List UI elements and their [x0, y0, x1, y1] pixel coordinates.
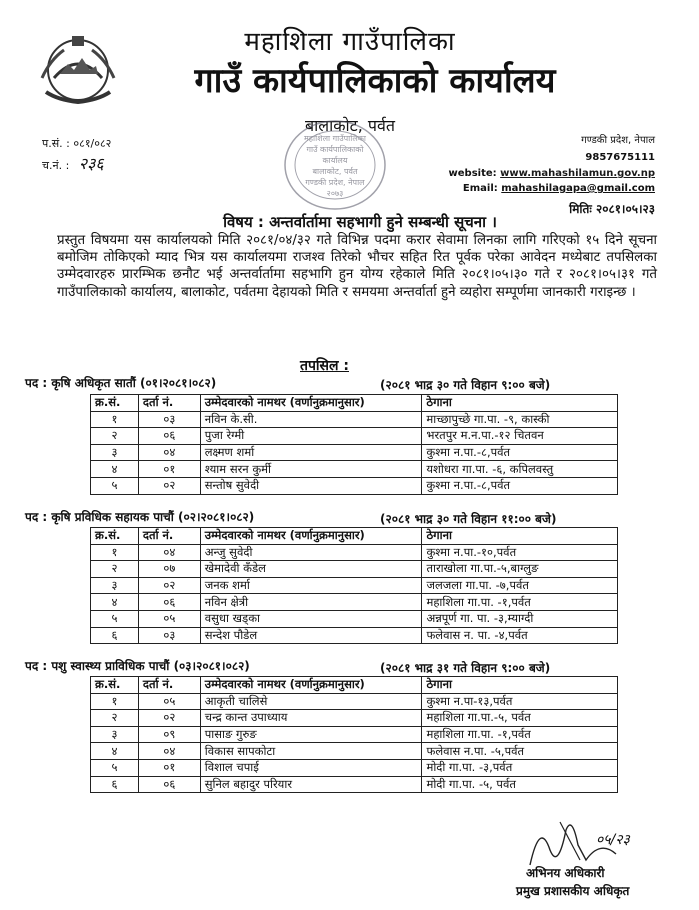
- province: गण्डकी प्रदेश, नेपाल: [581, 135, 655, 146]
- signatory-designation: प्रमुख प्रशासकीय अधिकृत: [516, 884, 630, 898]
- table-cell: ०५: [138, 610, 200, 627]
- table-row: [91, 759, 618, 776]
- table-cell: ४: [91, 594, 139, 611]
- table-cell: ०३: [138, 627, 200, 644]
- candidate-table-3: [90, 676, 618, 793]
- table-cell: महाशिला गा.पा. -१,पर्वत: [422, 726, 618, 743]
- table-cell: ०६: [138, 594, 200, 611]
- office-title: गाउँ कार्यपालिकाको कार्यालय: [194, 61, 556, 101]
- dispatch-number-handwritten: २३६: [78, 154, 104, 173]
- office-stamp: महाशिला गाउँपालिका गाउँ कार्यपालिकाको कार्यालय बालाकोट, पर्वत गण्डकी प्रदेश, नेपाल २०७३: [280, 115, 390, 215]
- column-header: क्र.सं.: [91, 395, 139, 412]
- table-cell: ६: [91, 776, 139, 793]
- table-header-row: [91, 395, 618, 412]
- table-header-row: [91, 528, 618, 545]
- table-row: [91, 776, 618, 793]
- table-cell: चन्द्र कान्त उपाध्याय: [200, 710, 422, 727]
- table-cell: मोदी गा.पा. -५, पर्वत: [422, 776, 618, 793]
- table-cell: १: [91, 411, 139, 428]
- table-cell: जलजला गा.पा. -७,पर्वत: [422, 577, 618, 594]
- reference-number: प.सं. : ०८१/०८२: [42, 137, 112, 150]
- table-cell: माच्छापुच्छे गा.पा. -९, कास्की: [422, 411, 618, 428]
- table-row: [91, 710, 618, 727]
- table-row: [91, 577, 618, 594]
- column-header: उम्मेदवारको नामथर (वर्णानुक्रमानुसार): [200, 395, 422, 412]
- table-cell: कुश्मा न.पा.-८,पर्वत: [422, 444, 618, 461]
- table-cell: महाशिला गा.पा. -१,पर्वत: [422, 594, 618, 611]
- candidate-table-1: [90, 394, 618, 495]
- table-cell: ०२: [138, 710, 200, 727]
- post-title-2: पद : कृषि प्रविधिक सहायक पाचौं (०२।२०८१।०८२): [25, 510, 255, 524]
- dispatch-number-label: च.नं. : २३६: [42, 154, 104, 173]
- municipality-name: महाशिला गाउँपालिका: [244, 27, 456, 57]
- table-row: [91, 627, 618, 644]
- table-cell: २: [91, 428, 139, 445]
- table-row: [91, 428, 618, 445]
- table-cell: ५: [91, 759, 139, 776]
- table-cell: ०४: [138, 743, 200, 760]
- table-cell: ५: [91, 477, 139, 494]
- column-header: क्र.सं.: [91, 677, 139, 694]
- table-row: [91, 411, 618, 428]
- table-row: [91, 544, 618, 561]
- table-cell: ०९: [138, 726, 200, 743]
- table-cell: खेमादेवी कँडेल: [200, 561, 422, 578]
- table-cell: ४: [91, 743, 139, 760]
- column-header: ठेगाना: [422, 677, 618, 694]
- interview-schedule-3: (२०८१ भाद्र ३१ गते विहान ९:०० बजे): [380, 661, 551, 675]
- table-cell: फलेवास न. पा. -४,पर्वत: [422, 627, 618, 644]
- table-cell: नविन क्षेत्री: [200, 594, 422, 611]
- table-row: [91, 743, 618, 760]
- post-title-1: पद : कृषि अधिकृत सातौं (०१।२०८१।०८२): [25, 376, 217, 390]
- table-cell: ०१: [138, 759, 200, 776]
- table-cell: लक्ष्मण शर्मा: [200, 444, 422, 461]
- table-cell: १: [91, 544, 139, 561]
- table-cell: ०४: [138, 444, 200, 461]
- email-link[interactable]: mahashilagapa@gmail.com: [501, 183, 655, 194]
- signature-block: [510, 830, 670, 902]
- table-cell: विकास सापकोटा: [200, 743, 422, 760]
- table-cell: ०२: [138, 477, 200, 494]
- table-cell: ०७: [138, 561, 200, 578]
- table-cell: ताराखोला गा.पा.-५,बाग्लुङ: [422, 561, 618, 578]
- tapasil-heading: तपसिल :: [300, 358, 349, 374]
- table-cell: श्याम सरन कुर्मी: [200, 461, 422, 478]
- email-line: Email: mahashilagapa@gmail.com: [462, 183, 655, 194]
- table-cell: महाशिला गा.पा.-५, पर्वत: [422, 710, 618, 727]
- table-cell: ६: [91, 627, 139, 644]
- table-row: [91, 726, 618, 743]
- table-cell: यशोधरा गा.पा. -६, कपिलवस्तु: [422, 461, 618, 478]
- post-title-3: पद : पशु स्वास्थ्य प्राविधिक पाचौं (०३।२०८१।०८२): [25, 659, 250, 673]
- table-cell: २: [91, 710, 139, 727]
- interview-schedule-2: (२०८१ भाद्र ३० गते विहान ११:०० बजे): [380, 512, 557, 526]
- table-row: [91, 610, 618, 627]
- table-cell: कुश्मा न.पा.-१०,पर्वत: [422, 544, 618, 561]
- website-line: website: www.mahashilamun.gov.np: [448, 168, 655, 179]
- table-cell: ५: [91, 610, 139, 627]
- table-cell: नविन के.सी.: [200, 411, 422, 428]
- table-row: [91, 561, 618, 578]
- table-cell: ०६: [138, 428, 200, 445]
- table-cell: ३: [91, 577, 139, 594]
- column-header: दर्ता नं.: [138, 677, 200, 694]
- website-link[interactable]: www.mahashilamun.gov.np: [500, 168, 655, 179]
- table-cell: मोदी गा.पा. -३,पर्वत: [422, 759, 618, 776]
- table-cell: ०३: [138, 411, 200, 428]
- table-header-row: [91, 677, 618, 694]
- notice-body: प्रस्तुत विषयमा यस कार्यालयको मिति २०८१/०४/३२ गते विभिन्न पदमा करार सेवामा लिनका लागि गरिएको १५ दिने सूचना बमोजिम तोकिएको म्याद भित्र यस कार्यालयमा राजश्व तिरेको भौचर सहित रित पूर्वक परेका आवेदन मध्येबाट तपसिलका उम्मेदवारहरु प्रारम्भिक छनौट भई अन्तर्वार्तामा सहभागि हुन योग्य रहेकाले मिति २०८१।०५।३० गते र २०८१।०५।३१ गते गाउँपालिकाको कार्यालय, बालाकोट, पर्वतमा देहायको मिति र समयमा अन्तर्वार्ता हुने व्यहोरा सम्पूर्णमा जानकारी गराइन्छ ।: [57, 233, 657, 300]
- office-address: बालाकोट, पर्वत: [304, 116, 396, 135]
- table-cell: ०४: [138, 544, 200, 561]
- table-cell: ०१: [138, 461, 200, 478]
- table-cell: सन्देश पौडेल: [200, 627, 422, 644]
- column-header: क्र.सं.: [91, 528, 139, 545]
- table-cell: विशाल चपाई: [200, 759, 422, 776]
- column-header: उम्मेदवारको नामथर (वर्णानुक्रमानुसार): [200, 677, 422, 694]
- table-cell: ४: [91, 461, 139, 478]
- table-row: [91, 477, 618, 494]
- table-cell: सन्तोष सुवेदी: [200, 477, 422, 494]
- table-cell: वसुधा खड्का: [200, 610, 422, 627]
- table-cell: कुश्मा न.पा-१३,पर्वत: [422, 693, 618, 710]
- table-cell: पुजा रेग्मी: [200, 428, 422, 445]
- table-cell: अन्नपूर्ण गा. पा. -३,म्याग्दी: [422, 610, 618, 627]
- table-row: [91, 594, 618, 611]
- column-header: ठेगाना: [422, 528, 618, 545]
- table-row: [91, 693, 618, 710]
- signature-date: ०५/२३: [596, 832, 630, 848]
- table-cell: भरतपुर म.न.पा.-१२ चितवन: [422, 428, 618, 445]
- column-header: उम्मेदवारको नामथर (वर्णानुक्रमानुसार): [200, 528, 422, 545]
- column-header: ठेगाना: [422, 395, 618, 412]
- table-cell: ३: [91, 444, 139, 461]
- interview-schedule-1: (२०८१ भाद्र ३० गते विहान ९:०० बजे): [380, 378, 551, 392]
- nepal-emblem-logo: [38, 30, 118, 108]
- table-cell: १: [91, 693, 139, 710]
- candidate-table-2: [90, 527, 618, 644]
- table-cell: २: [91, 561, 139, 578]
- table-cell: जनक शर्मा: [200, 577, 422, 594]
- table-cell: ३: [91, 726, 139, 743]
- table-cell: अन्जु सुवेदी: [200, 544, 422, 561]
- signatory-name: अभिनय अधिकारी: [526, 866, 605, 880]
- column-header: दर्ता नं.: [138, 528, 200, 545]
- table-cell: कुश्मा न.पा.-८,पर्वत: [422, 477, 618, 494]
- table-row: [91, 461, 618, 478]
- table-cell: आकृती चालिसे: [200, 693, 422, 710]
- notice-subject: विषय : अन्तर्वार्तामा सहभागी हुने सम्बन्धी सूचना ।: [223, 213, 497, 231]
- table-cell: ०६: [138, 776, 200, 793]
- table-cell: पासाङ गुरुङ: [200, 726, 422, 743]
- table-cell: ०२: [138, 577, 200, 594]
- table-row: [91, 444, 618, 461]
- letter-date: मितिः २०८१।०५।२३: [569, 202, 655, 216]
- phone-number: 9857675111: [585, 152, 655, 163]
- table-cell: सुनिल बहादुर परियार: [200, 776, 422, 793]
- table-cell: ०५: [138, 693, 200, 710]
- table-cell: फलेवास न.पा. -५,पर्वत: [422, 743, 618, 760]
- column-header: दर्ता नं.: [138, 395, 200, 412]
